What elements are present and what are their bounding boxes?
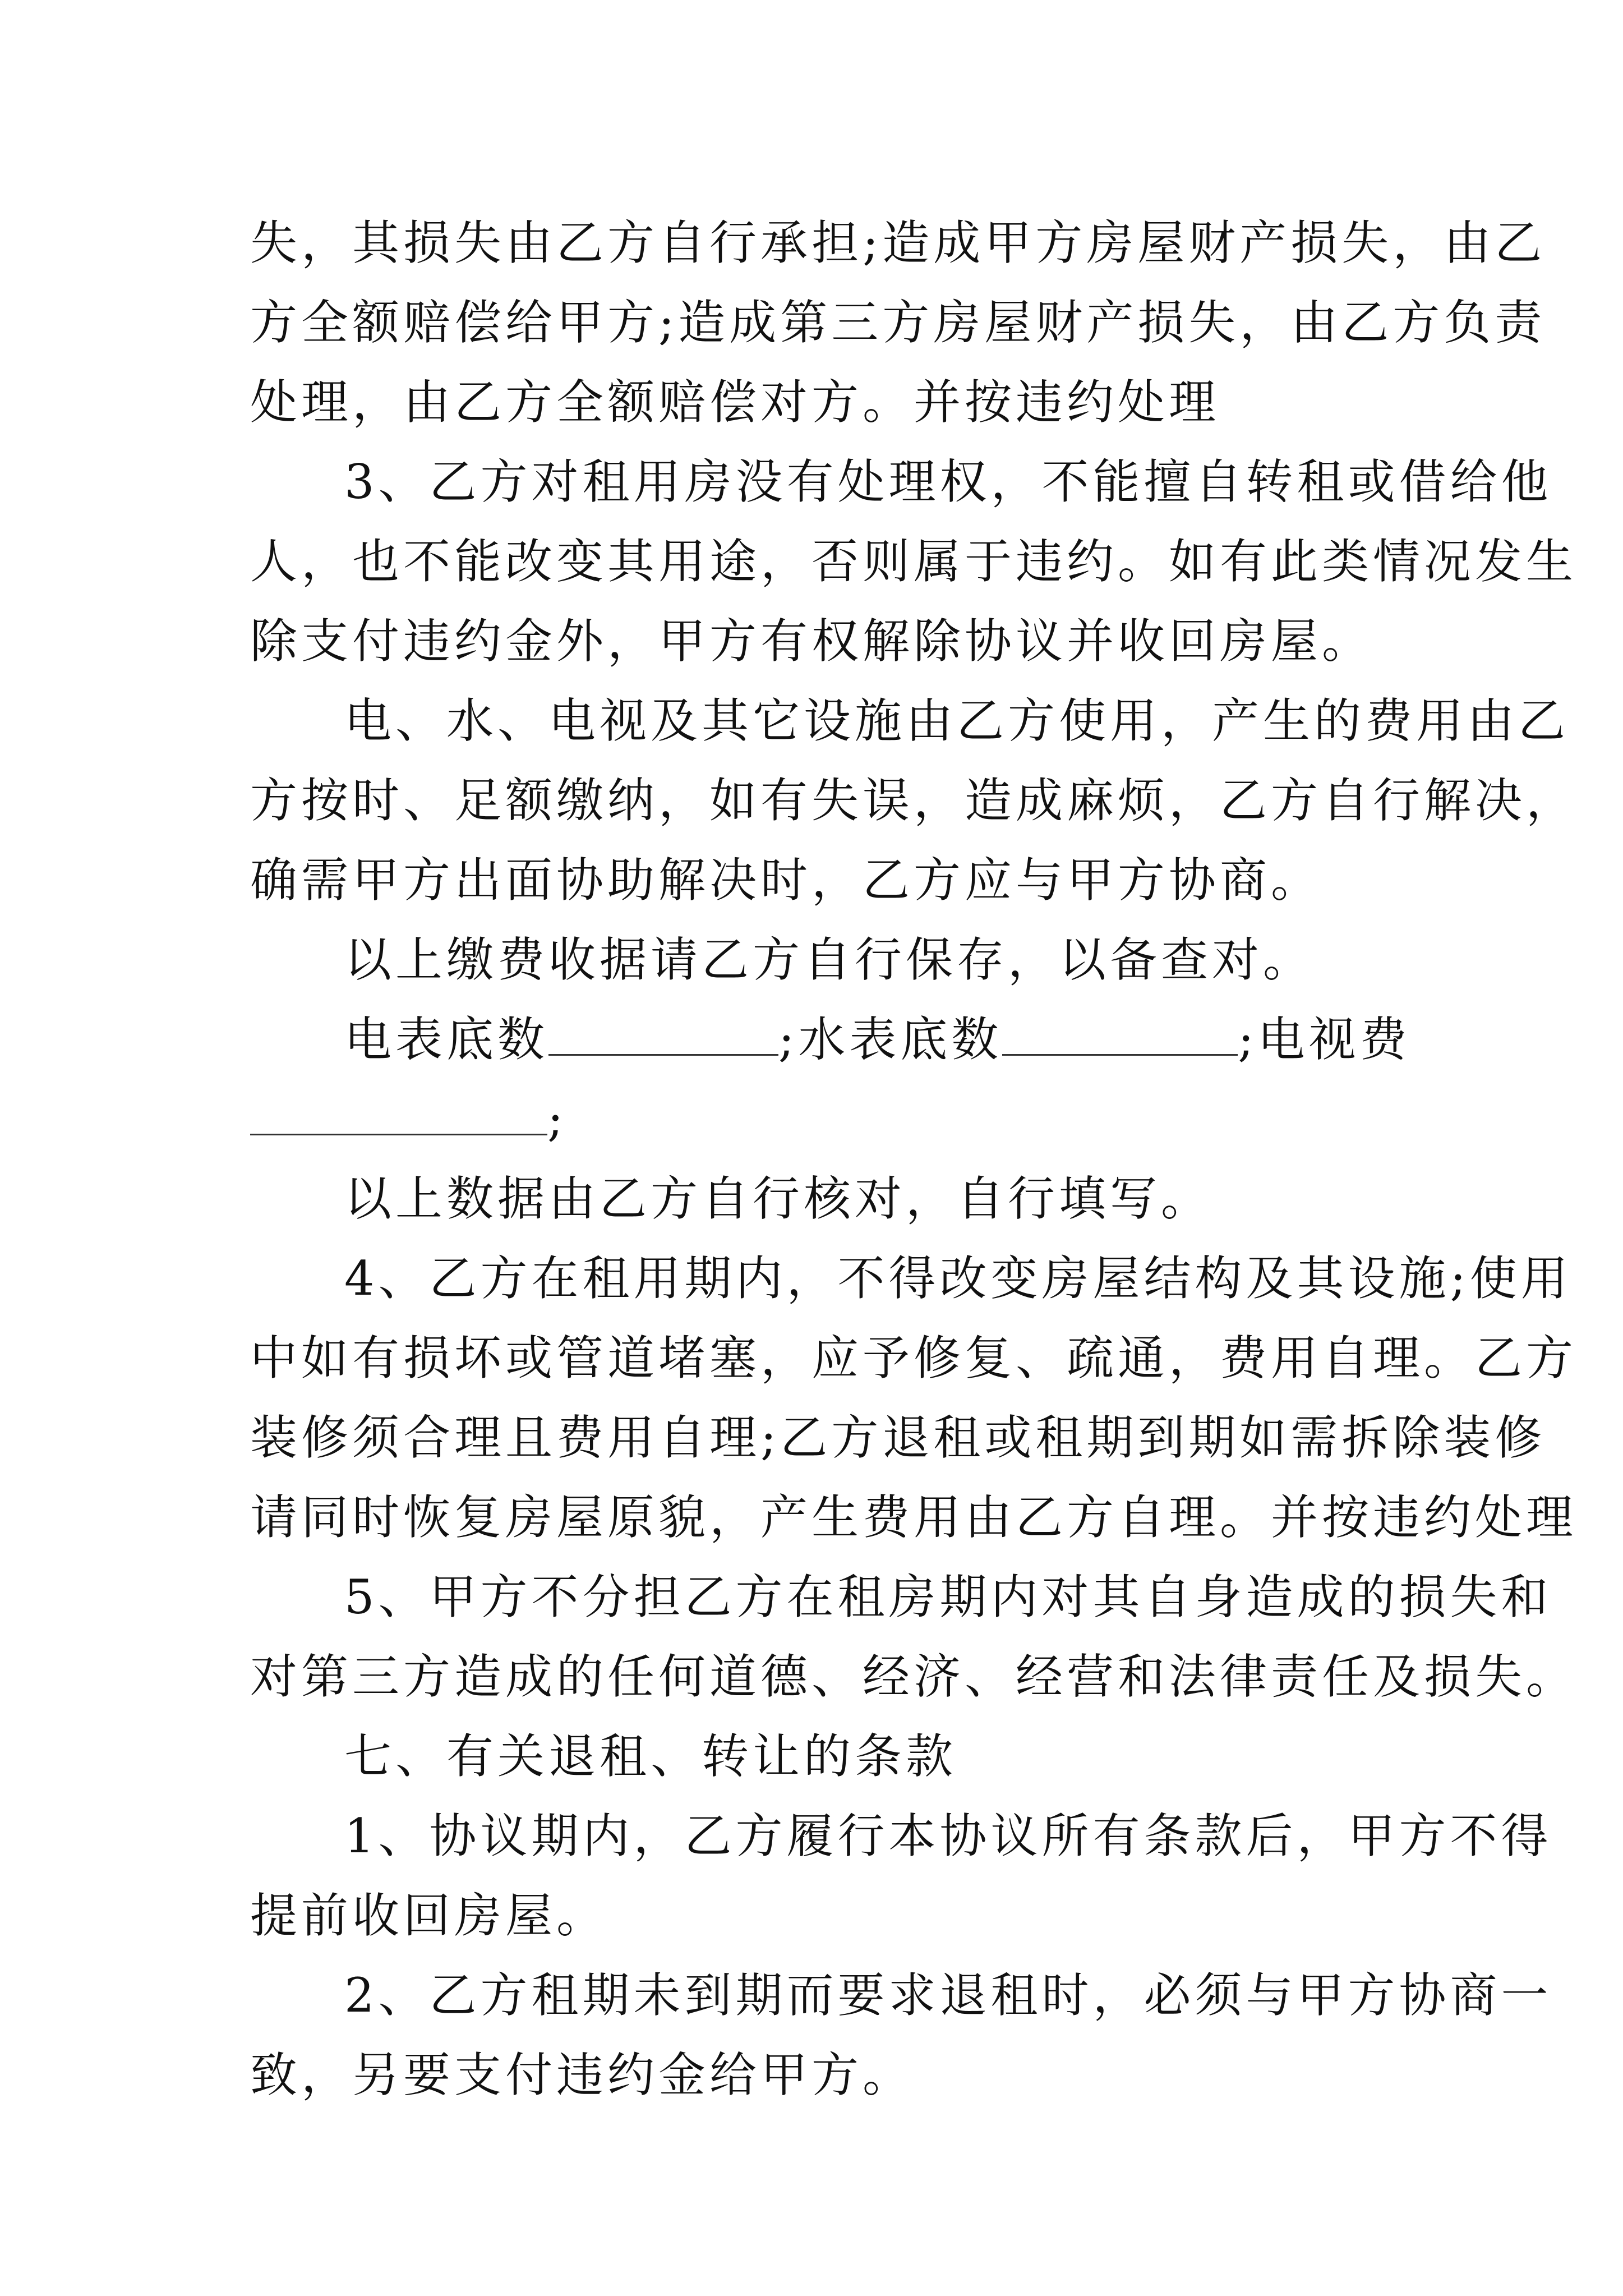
paragraph-section7-clause-2 [250,1955,1552,2115]
paragraph-meter-readings [250,1000,1411,1159]
electric-meter-label: 电表底数 [344,1012,549,1067]
text-line: 方按时、足额缴纳，如有失误，造成麻烦，乙方自行解决， [250,773,1578,828]
paragraph-damage-liability [250,203,1546,442]
text-line: 对第三方造成的任何道德、经济、经营和法律责任及损失。 [250,1649,1578,1704]
text-line: 装修须合理且费用自理;乙方退租或租期到期如需拆除装修 [250,1410,1546,1465]
document-body [250,203,1578,2115]
paragraph-self-check [250,1159,1394,1239]
text-line: 1、协议期内，乙方履行本协议所有条款后，甲方不得 [344,1809,1552,1864]
meter-line [250,1000,1411,1079]
text-line: 除支付违约金外，甲方有权解除协议并收回房屋。 [250,614,1373,669]
water-meter-blank [1002,1006,1238,1056]
text-line: 确需甲方出面协助解决时，乙方应与甲方协商。 [250,853,1322,908]
paragraph-utilities [250,681,1578,920]
text-line: 5、甲方不分担乙方在租房期内对其自身造成的损失和 [344,1570,1552,1625]
text-line: 以上数据由乙方自行核对，自行填写。 [344,1171,1212,1226]
meter-line-continued [250,1079,1394,1159]
text-line: 请同时恢复房屋原貌，产生费用由乙方自理。并按违约处理 [250,1490,1578,1545]
paragraph-clause-3 [250,442,1578,681]
text-line: 人，也不能改变其用途，否则属于违约。如有此类情况发生 [250,534,1578,589]
text-line: 中如有损坏或管道堵塞，应予修复、疏通，费用自理。乙方 [250,1331,1578,1386]
electric-meter-blank [548,1006,778,1056]
text-line: 电、水、电视及其它设施由乙方使用，产生的费用由乙 [344,693,1570,748]
text-line: 方全额赔偿给甲方;造成第三方房屋财产损失，由乙方负责 [250,295,1546,350]
text-line: 七、有关退租、转让的条款 [344,1729,957,1784]
section-heading-seven [250,1717,1394,1796]
separator: ; [1238,1012,1258,1067]
text-line: 2、乙方租期未到期而要求退租时，必须与甲方协商一 [344,1968,1552,2023]
text-line: 以上缴费收据请乙方自行保存，以备查对。 [344,932,1315,987]
paragraph-section7-clause-1 [250,1796,1552,1955]
paragraph-clause-5 [250,1557,1578,1717]
text-line: 失，其损失由乙方自行承担;造成甲方房屋财产损失，由乙 [250,215,1546,270]
tv-fee-label: 电视费 [1257,1012,1411,1067]
tv-fee-blank [250,1085,547,1135]
text-line: 4、乙方在租用期内，不得改变房屋结构及其设施;使用 [344,1251,1572,1306]
text-line: 提前收回房屋。 [250,1888,608,1943]
text-line: 致，另要支付违约金给甲方。 [250,2047,914,2102]
water-meter-label: 水表底数 [798,1012,1003,1067]
text-line: 处理，由乙方全额赔偿对方。并按违约处理 [250,375,1220,430]
separator: ; [778,1012,799,1067]
paragraph-clause-4 [250,1239,1578,1557]
text-line: 3、乙方对租用房没有处理权，不能擅自转租或借给他 [344,454,1552,509]
separator: ; [547,1092,568,1147]
paragraph-receipts [250,920,1394,1000]
